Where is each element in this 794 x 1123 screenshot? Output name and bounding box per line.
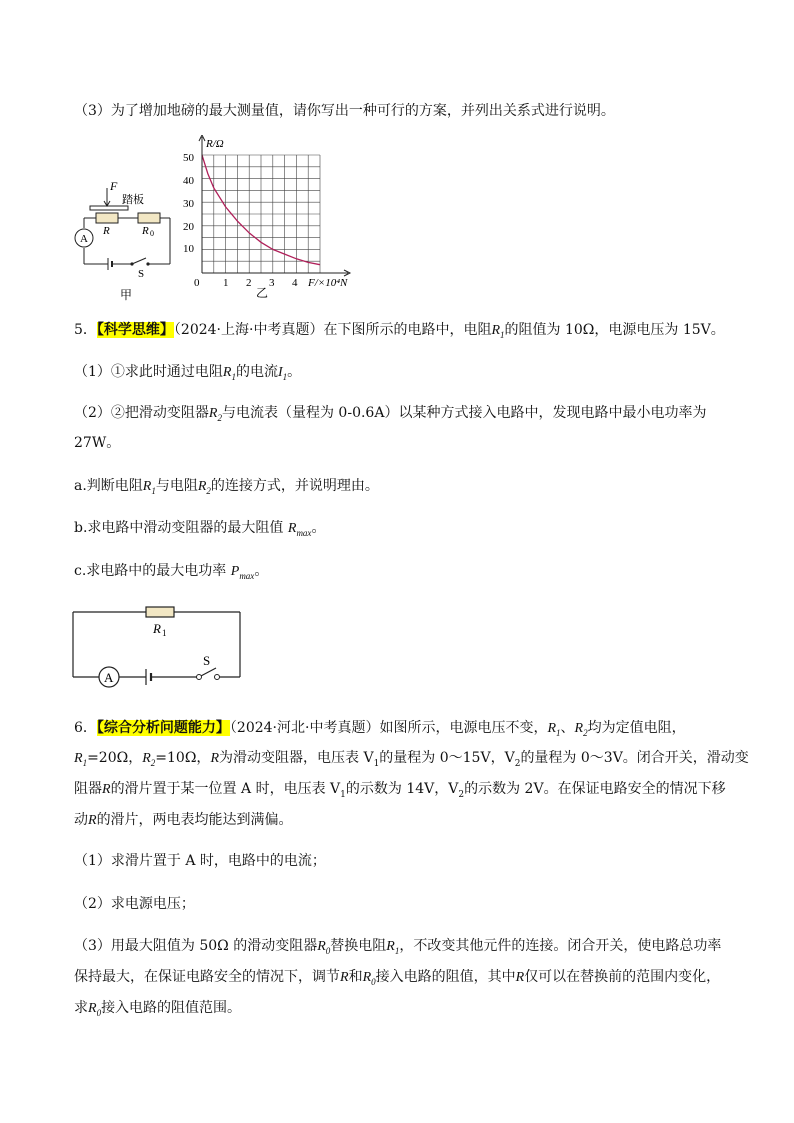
q6-part3-3: 求$R_0$接入电路的阻值范围。 xyxy=(74,1000,242,1018)
fig-b-caption: 乙 xyxy=(256,286,269,300)
q6-stem-4: 动R的滑片，两电表均能达到满偏。 xyxy=(74,812,293,828)
y-tick-50: 50 xyxy=(183,152,194,164)
y-tick-10: 10 xyxy=(183,243,194,255)
q5-item-a: a.判断电阻$R_1$与电阻$R_2$的连接方式，并说明理由。 xyxy=(74,478,379,496)
r0-label: R xyxy=(142,225,149,237)
switch-label: S xyxy=(203,653,211,668)
q5-number: 5． xyxy=(74,322,97,338)
r0-sub: 0 xyxy=(150,229,154,238)
figure-b-chart xyxy=(180,135,380,300)
q5-part1: （1）①求此时通过电阻$R_1$的电流$I_1$。 xyxy=(74,364,302,382)
x-tick-3: 3 xyxy=(269,277,275,289)
y-tick-40: 40 xyxy=(183,175,194,187)
fig-a-caption: 甲 xyxy=(120,288,133,302)
q5-stem: 5．【科学思维】（2024·上海·中考真题）在下图所示的电路中，电阻$R_1$的阻值为 10Ω，电源电压为 15V。 xyxy=(74,322,725,340)
x-tick-2: 2 xyxy=(246,277,252,289)
q5-item-b: b.求电路中滑动变阻器的最大阻值 $R_{max}$。 xyxy=(74,520,326,538)
q4-part3: （3）为了增加地磅的最大测量值，请你写出一种可行的方案，并列出关系式进行说明。 xyxy=(74,103,615,119)
q6-part3-2: 保持最大，在保证电路安全的情况下，调节R和$R_0$接入电路的阻值，其中R仅可以在替换前的范围内变化， xyxy=(74,969,721,987)
ammeter-label: A xyxy=(80,233,88,245)
q6-part3-1: （3）用最大阻值为 50Ω 的滑动变阻器$R_0$替换电阻$R_1$，不改变其他元件的连接。闭合开关，使电路总功率 xyxy=(74,938,722,956)
q5-item-c: c.求电路中的最大电功率 $P_{max}$。 xyxy=(74,563,269,581)
origin-label: 0 xyxy=(194,277,200,289)
board-label: 踏板 xyxy=(122,194,144,206)
y-tick-30: 30 xyxy=(183,198,194,210)
q5-circuit xyxy=(60,600,260,695)
y-axis-label: R/Ω xyxy=(206,138,224,150)
q6-stem-2: $R_1=20\Omega$，$R_2=10\Omega$，R为滑动变阻器，电压表 $V_1$的量程为 0～15V，$V_2$的量程为 0～3V。闭合开关，滑动变 xyxy=(74,750,749,769)
force-label: F xyxy=(110,179,118,193)
q6-tag: 【综合分析问题能力】 xyxy=(96,720,230,736)
q6-stem-3: 阻器R的滑片置于某一位置 A 时，电压表 $V_1$的示数为 14V，$V_2$的示数为 2V。在保证电路安全的情况下移 xyxy=(74,781,726,800)
x-axis-label: F/×10⁴N xyxy=(308,277,348,289)
q6-part2: （2）求电源电压； xyxy=(74,896,195,912)
y-tick-20: 20 xyxy=(183,221,194,233)
figure-a-circuit xyxy=(70,178,180,303)
q5-part2: （2）②把滑动变阻器$R_2$与电流表（量程为 0-0.6A）以某种方式接入电路中，发现电路中最小电功率为 xyxy=(74,405,707,423)
r1-label: R xyxy=(153,621,161,636)
x-tick-4: 4 xyxy=(292,277,298,289)
r1-sub: 1 xyxy=(162,628,167,638)
q6-number: 6． xyxy=(74,720,97,736)
q5-tag: 【科学思维】 xyxy=(96,322,174,338)
q6-part1: （1）求滑片置于 A 时，电路中的电流； xyxy=(74,853,326,869)
r-label: R xyxy=(103,225,110,237)
switch-label: S xyxy=(138,268,145,280)
q5-part2-line2: 27W。 xyxy=(74,435,121,451)
ammeter-label: A xyxy=(104,670,114,685)
x-tick-1: 1 xyxy=(223,277,229,289)
q6-stem-1: 6．【综合分析问题能力】（2024·河北·中考真题）如图所示，电源电压不变，$R_1$、$R_2$均为定值电阻， xyxy=(74,720,686,738)
